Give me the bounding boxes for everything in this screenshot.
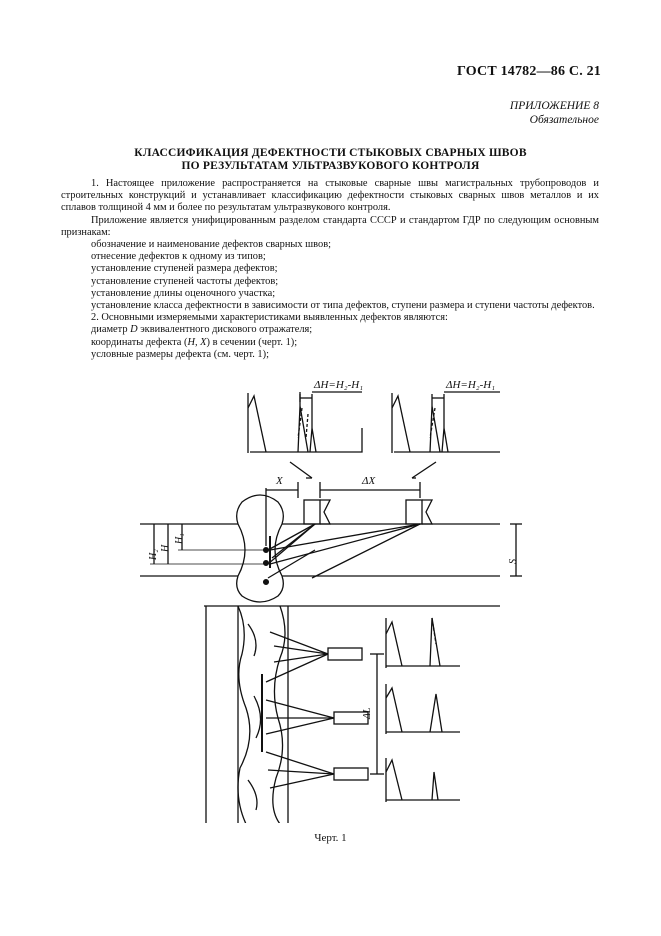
oscillogram-right bbox=[392, 393, 500, 453]
h-label: H bbox=[160, 544, 171, 552]
document-title bbox=[0, 147, 661, 172]
variable: H, X bbox=[187, 336, 207, 348]
paragraph-3: 2. Основными измеряемыми характеристиками выявленных дефектов являются: bbox=[91, 312, 448, 324]
figure-caption: Черт. 1 bbox=[314, 832, 347, 844]
paragraph-2: Приложение является унифицированным разделом стандарта СССР и стандартом ГДР по следующим основным признакам: bbox=[61, 214, 599, 238]
annex-block bbox=[510, 99, 599, 127]
dx-label: ΔX bbox=[362, 475, 376, 487]
list-item: установление ступеней частоты дефектов; bbox=[91, 275, 279, 287]
dh-label-left: ΔH=H₂-H₁ bbox=[314, 379, 364, 391]
h1-label: H₁ bbox=[174, 533, 185, 544]
body-text bbox=[61, 178, 599, 361]
title-line-2: ПО РЕЗУЛЬТАТАМ УЛЬТРАЗВУКОВОГО КОНТРОЛЯ bbox=[181, 159, 480, 172]
text-fragment: диаметр bbox=[91, 324, 131, 336]
dl-label: ΔL bbox=[362, 707, 373, 719]
characteristic-item bbox=[61, 324, 599, 336]
technical-drawing bbox=[130, 378, 530, 823]
weld-cross-section bbox=[140, 495, 500, 602]
list-item: установление длины оценочного участка; bbox=[91, 287, 276, 299]
list-item: установление класса дефектности в зависимости от типа дефектов, ступени размера и ступени частоты дефектов. bbox=[91, 300, 595, 312]
weld-plan-view bbox=[204, 606, 500, 823]
variable: D bbox=[130, 324, 138, 336]
text-fragment: эквивалентного дискового отражателя; bbox=[137, 324, 313, 336]
paragraph-1: 1. Настоящее приложение распространяется на стыковые сварные швы магистральных трубопроводов и строительных конструкций и устанавливает классификацию дефектности стыковых сварных швов металлов и их сплавов толщиной 4 мм и более по результатам ультразвукового контроля. bbox=[61, 178, 599, 214]
list-item: отнесение дефектов к одному из типов; bbox=[91, 251, 266, 263]
page-header: ГОСТ 14782—86 С. 21 bbox=[457, 64, 601, 79]
characteristic-item: условные размеры дефекта (см. черт. 1); bbox=[91, 348, 269, 360]
annex-label: ПРИЛОЖЕНИЕ 8 bbox=[509, 100, 599, 112]
text-fragment: ) в сечении (черт. 1); bbox=[206, 336, 298, 348]
x-label: X bbox=[276, 475, 283, 487]
annex-status: Обязательное bbox=[529, 114, 599, 126]
s-label: S bbox=[508, 559, 519, 564]
text-fragment: координаты дефекта ( bbox=[91, 336, 188, 348]
title-line-1: КЛАССИФИКАЦИЯ ДЕФЕКТНОСТИ СТЫКОВЫХ СВАРНЫХ ШВОВ bbox=[134, 147, 527, 159]
list-item: установление ступеней размера дефектов; bbox=[91, 263, 278, 275]
dh-label-right: ΔH=H₂-H₁ bbox=[446, 379, 496, 391]
characteristic-item bbox=[61, 337, 599, 349]
oscillogram-left bbox=[248, 392, 362, 453]
h2-label: H₂ bbox=[148, 549, 159, 560]
list-item: обозначение и наименование дефектов сварных швов; bbox=[91, 239, 331, 251]
